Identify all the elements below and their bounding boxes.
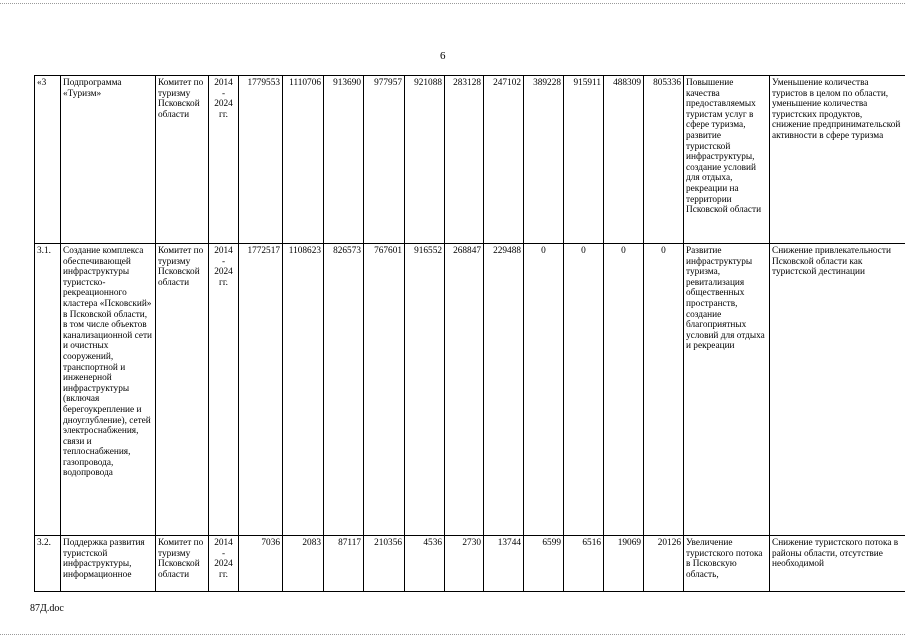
value-cell: 7036 [239,536,283,592]
value-cell: 283128 [445,76,484,244]
value-cell: 229488 [484,244,524,536]
scan-top-edge [0,3,905,4]
value-cell: 247102 [484,76,524,244]
expected-result: Развитие инфраструктуры туризма, ревитализация общественных пространств, создание благоприятных условий для отдыха и рекреации [684,244,770,536]
value-cell: 87117 [324,536,364,592]
value-cell: 6516 [564,536,604,592]
non-implementation-consequence: Снижение туристского потока в районы области, отсутствие необходимой [770,536,905,592]
executor: Комитет по туризму Псковской области [156,536,209,592]
value-cell: 913690 [324,76,364,244]
expected-result: Повышение качества предоставляемых туристам услуг в сфере туризма, развитие туристской инфраструктуры, создание условий для отдыха, рекреации на территории Псковской области [684,76,770,244]
executor: Комитет по туризму Псковской области [156,76,209,244]
value-cell: 1779553 [239,76,283,244]
value-cell: 20126 [644,536,684,592]
measure-name: Создание комплекса обеспечивающей инфраструктуры туристско-рекреационного кластера «Псковский» в Псковской области, в том числе объектов канализационной сети и очистных сооружений, транспортной и инженерной инфраструктуры (включая берегоукрепление и дноуглубление), сетей электроснабжения, связи и теплоснабжения, газопровода, водопровода [61,244,156,536]
executor: Комитет по туризму Псковской области [156,244,209,536]
non-implementation-consequence: Снижение привлекательности Псковской области как туристской дестинации [770,244,905,536]
table-row [35,76,905,244]
value-cell: 2730 [445,536,484,592]
value-cell: 805336 [644,76,684,244]
period: 2014 - 2024 гг. [209,76,239,244]
value-cell: 1108623 [283,244,324,536]
value-cell: 921088 [405,76,445,244]
value-cell: 1772517 [239,244,283,536]
non-implementation-consequence: Уменьшение количества туристов в целом по области, уменьшение количества туристских продуктов, снижение предпринимательской активности в сфере туризма [770,76,905,244]
row-number: «3 [35,76,61,244]
footer-filename: 87Д.doc [30,603,64,614]
value-cell: 1110706 [283,76,324,244]
value-cell: 916552 [405,244,445,536]
period: 2014 - 2024 гг. [209,536,239,592]
value-cell: 19069 [604,536,644,592]
value-cell: 13744 [484,536,524,592]
expected-result: Увеличение туристского потока в Псковскую область, [684,536,770,592]
value-cell: 0 [524,244,564,536]
value-cell: 2083 [283,536,324,592]
value-cell: 6599 [524,536,564,592]
value-cell: 826573 [324,244,364,536]
measure-name: Поддержка развития туристской инфраструктуры, информационное [61,536,156,592]
table-row [35,244,905,536]
period: 2014 - 2024 гг. [209,244,239,536]
measure-name: Подпрограмма «Туризм» [61,76,156,244]
program-table [34,75,905,592]
value-cell: 767601 [364,244,405,536]
page-number: 6 [440,50,446,62]
value-cell: 488309 [604,76,644,244]
value-cell: 0 [564,244,604,536]
value-cell: 389228 [524,76,564,244]
scan-bottom-edge [0,634,905,635]
row-number: 3.1. [35,244,61,536]
value-cell: 0 [604,244,644,536]
row-number: 3.2. [35,536,61,592]
table-row [35,536,905,592]
value-cell: 210356 [364,536,405,592]
value-cell: 915911 [564,76,604,244]
value-cell: 0 [644,244,684,536]
value-cell: 4536 [405,536,445,592]
value-cell: 977957 [364,76,405,244]
value-cell: 268847 [445,244,484,536]
